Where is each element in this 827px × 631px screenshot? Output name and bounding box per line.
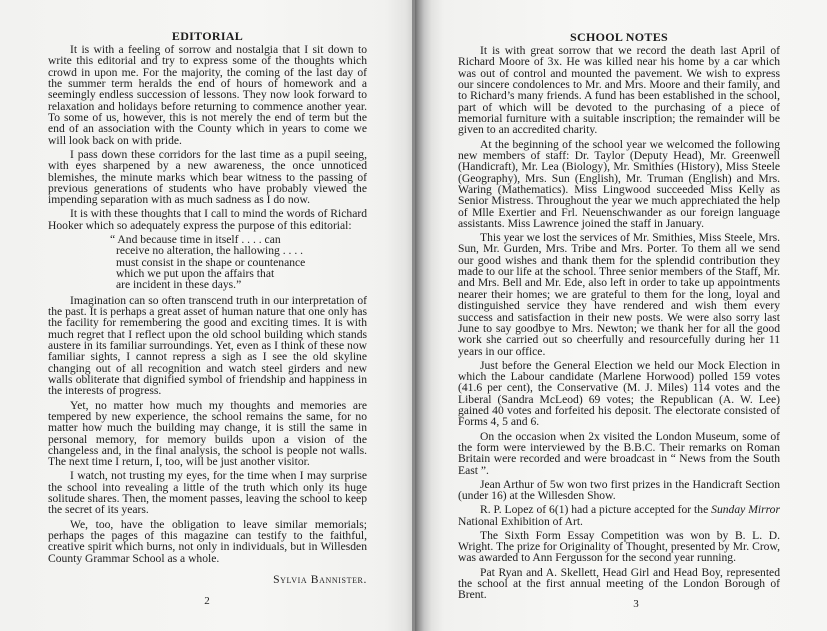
notes-paragraph: This year we lost the services of Mr. Smithies, Miss Steele, Mrs. Sun, Mr. Gurden, Mrs. Tribe and Mrs. Porter. To them all we send our good wishes and thank them for the splendid contribution they made to our life at the school. Three senior members of the Staff, Mr. and Mrs. Bell and Mr. Ede, also left in order to take up appointments nearer their homes; we are grateful to them for the long, loyal and distinguished service they have rendered and wish them every success and satisfaction in their new posts. We were also sorry last June to say goodbye to Mrs. Newton; we thank her for all the good work she carried out so cheerfully and resourcefully during her 11 years in our office.	[458, 231, 780, 358]
editorial-title: EDITORIAL	[171, 29, 244, 43]
editorial-paragraph: It is with a feeling of sorrow and nostalgia that I sit down to write this editorial and try to express some of the thoughts which crowd in upon me. For the majority, the coming of the last day of the summer term heralds the end of hours of homework and a seemingly endless succession of lessons. They now look forward to relaxation and holidays before returning to commence another year. To some of us, however, this is not merely the end of term but the end of an association with the County which in years to come we will look back on with pride.	[48, 43, 367, 147]
editorial-paragraph: It is with these thoughts that I call to mind the words of Richard Hooker which so adequately express the purpose of this editorial:	[48, 207, 367, 232]
lopez-text-before: R. P. Lopez of 6(1) had a picture accepted for the	[480, 503, 712, 517]
notes-paragraph: Jean Arthur of 5w won two first prizes in the Handicraft Section (under 16) at the Willesden Show.	[458, 477, 780, 503]
quote-line: must consist in the shape or countenance	[116, 255, 306, 269]
hooker-quote	[110, 232, 336, 292]
editorial-paragraph: I watch, not trusting my eyes, for the time when I may surprise the school into revealing a little of the truth which only its huge solitude shares. Then, the moment passes, leaving the school to keep the secret of its years.	[48, 469, 367, 517]
school-notes-column	[458, 31, 780, 603]
notes-paragraph: Just before the General Election we held our Mock Election in which the Labour candidate (Marlene Horwood) polled 159 votes (41.6 per cent), the Conservative (M. J. Miles) 114 votes and the Liberal (Sandra McLeod) 69 votes; the Republican (A. W. Lee) gained 40 votes and forfeited his deposit. The electorate consisted of Forms 4, 5 and 6.	[458, 358, 780, 429]
quote-line: “ And because time in itself . . . . can	[110, 232, 281, 246]
editorial-column	[48, 30, 367, 585]
notes-paragraph: It is with great sorrow that we record the death last April of Richard Moore of 3x. He was killed near his home by a car which was out of control and mounted the pavement. We wish to express our sincere condolences to Mr. and Mrs. Moore and their family, and to Richard’s many friends. A fund has been established in the school, part of which will be devoted to the purchasing of a piece of memorial furniture with a suitable inscription; the remainder will be given to an accredited charity.	[458, 44, 780, 137]
lopez-text-after: National Exhibition of Art.	[458, 514, 583, 528]
notes-paragraph: The Sixth Form Essay Competition was won by B. L. D. Wright. The prize for Originality of Thought, presented by Mr. Crow, was awarded to Ann Fergusson for the second year running.	[458, 528, 780, 565]
notes-paragraph: On the occasion when 2x visited the London Museum, some of the form were interviewed by the B.B.C. Their remarks on Roman Britain were recorded and were broadcast in “ News from the South East ”.	[458, 429, 780, 477]
school-notes-title: SCHOOL NOTES	[570, 30, 668, 44]
editorial-paragraph: I pass down these corridors for the last time as a pupil seeing, with eyes sharpened by a new awareness, the once unnoticed blemishes, the minute marks which bear witness to the passing of previous generations of students who have probably viewed the impending separation with as much sadness as I do now.	[48, 147, 367, 207]
page-number-right: 3	[633, 598, 639, 610]
quote-line: are incident in these days.”	[116, 278, 242, 292]
editorial-paragraph: We, too, have the obligation to leave similar memorials; perhaps the pages of this magazine can testify to the faithful, creative spirit which burns, not only in individuals, but in Willesden County Grammar School as a whole.	[48, 517, 367, 565]
page-number-left: 2	[204, 595, 210, 607]
publication-name: Sunday Mirror	[711, 503, 780, 517]
quote-line: which we put upon the affairs that	[116, 266, 275, 280]
editorial-signature: Sylvia Bannister.	[273, 572, 367, 586]
quote-line: receive no alteration, the hallowing . . . .	[116, 244, 304, 258]
right-page	[415, 0, 827, 631]
editorial-paragraph: Yet, no matter how much my thoughts and memories are tempered by new experience, the school remains the same, for no matter how much the building may change, it is still the same in personal memory, for memory builds upon a vision of the changeless and, in the final analysis, the school is people not walls. The next time I return, I, too, will be just another visitor.	[48, 398, 367, 469]
notes-paragraph: At the beginning of the school year we welcomed the following new members of staff: Dr. Taylor (Deputy Head), Mr. Greenwell (Handicraft), Mr. Lea (Biology), Mr. Smithies (History), Miss Steele (Geography), Mrs. Sun (English), Mr. Truman (English) and Mrs. Waring (Mathematics). Miss Lingwood succeeded Miss Kelly as Senior Mistress. Throughout the year we much apprechiated the help of Mlle Exertier and Frl. Neuenschwander as our foreign language assistants. Miss Lawrence joined the staff in January.	[458, 137, 780, 230]
editorial-paragraph: Imagination can so often transcend truth in our interpretation of the past. It is perhaps a great asset of human nature that one only has the facility for remembering the good and exciting times. It is with much regret that I reflect upon the old school building which stands austere in its familiar surroundings. Yet, even as I think of these now familiar sights, I cannot repress a sigh as I see the old skyline changing out of all recognition and watch steel girders and new walls obliterate that dignified symbol of friendship and happiness in the interests of progress.	[48, 293, 367, 398]
notes-paragraph: Pat Ryan and A. Skellett, Head Girl and Head Boy, represented the school at the first annual meeting of the London Borough of Brent.	[458, 565, 780, 602]
notes-paragraph-lopez	[458, 504, 780, 527]
